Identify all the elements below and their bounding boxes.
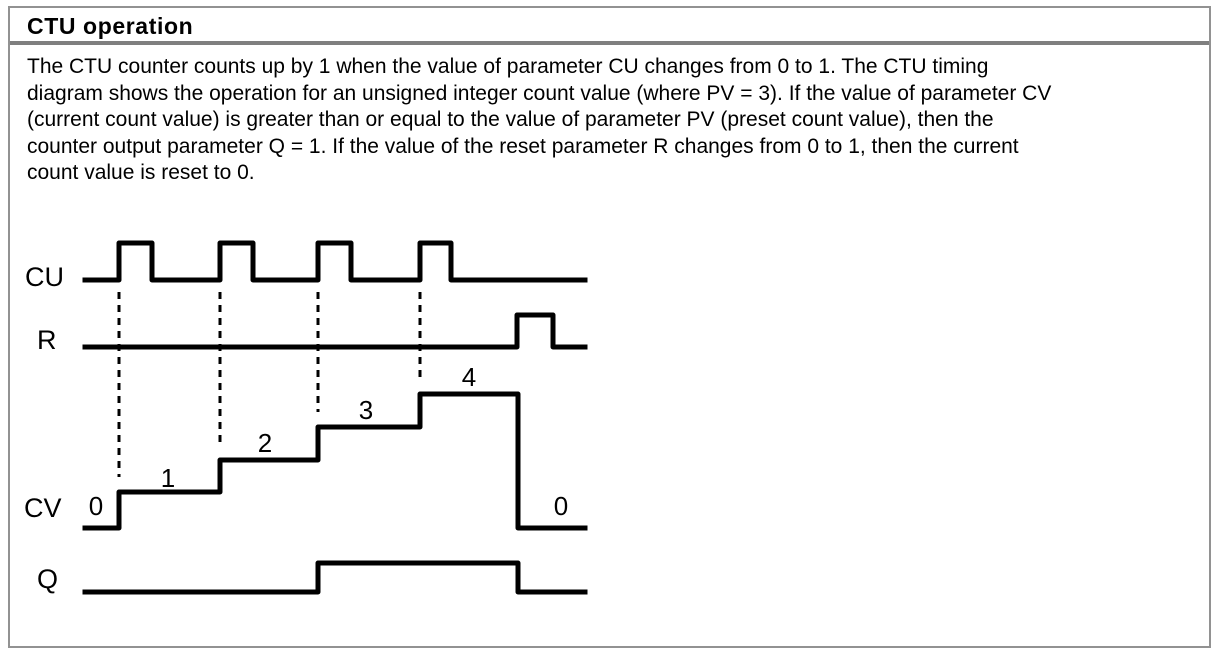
ctu-operation-panel bbox=[8, 6, 1211, 648]
cv-count-label: 4 bbox=[461, 362, 477, 392]
cv-count-label: 1 bbox=[160, 463, 176, 493]
body-line: counter output parameter Q = 1. If the value of the reset parameter R changes from 0 to 1, then the current bbox=[27, 134, 1019, 158]
section-title: CTU operation bbox=[27, 13, 194, 39]
body-line: The CTU counter counts up by 1 when the value of parameter CU changes from 0 to 1. The CTU timing bbox=[27, 55, 989, 78]
cv-count-label: 2 bbox=[257, 428, 273, 458]
body-paragraph bbox=[27, 54, 1202, 187]
cv-count-label: 0 bbox=[553, 491, 569, 521]
signal-label-cv: CV bbox=[24, 493, 62, 523]
signal-label-r: R bbox=[37, 325, 57, 355]
body-line: count value is reset to 0. bbox=[27, 161, 255, 184]
body-line: (current count value) is greater than or equal to the value of parameter PV (preset count value), then the bbox=[27, 108, 994, 131]
signal-label-cu: CU bbox=[25, 262, 64, 292]
signal-label-q: Q bbox=[37, 564, 59, 594]
body-line: diagram shows the operation for an unsigned integer count value (where PV = 3). If the value of parameter CV bbox=[27, 81, 1052, 105]
cv-count-label: 0 bbox=[88, 491, 104, 521]
cv-count-label: 3 bbox=[358, 395, 374, 425]
title-separator bbox=[10, 41, 1209, 45]
